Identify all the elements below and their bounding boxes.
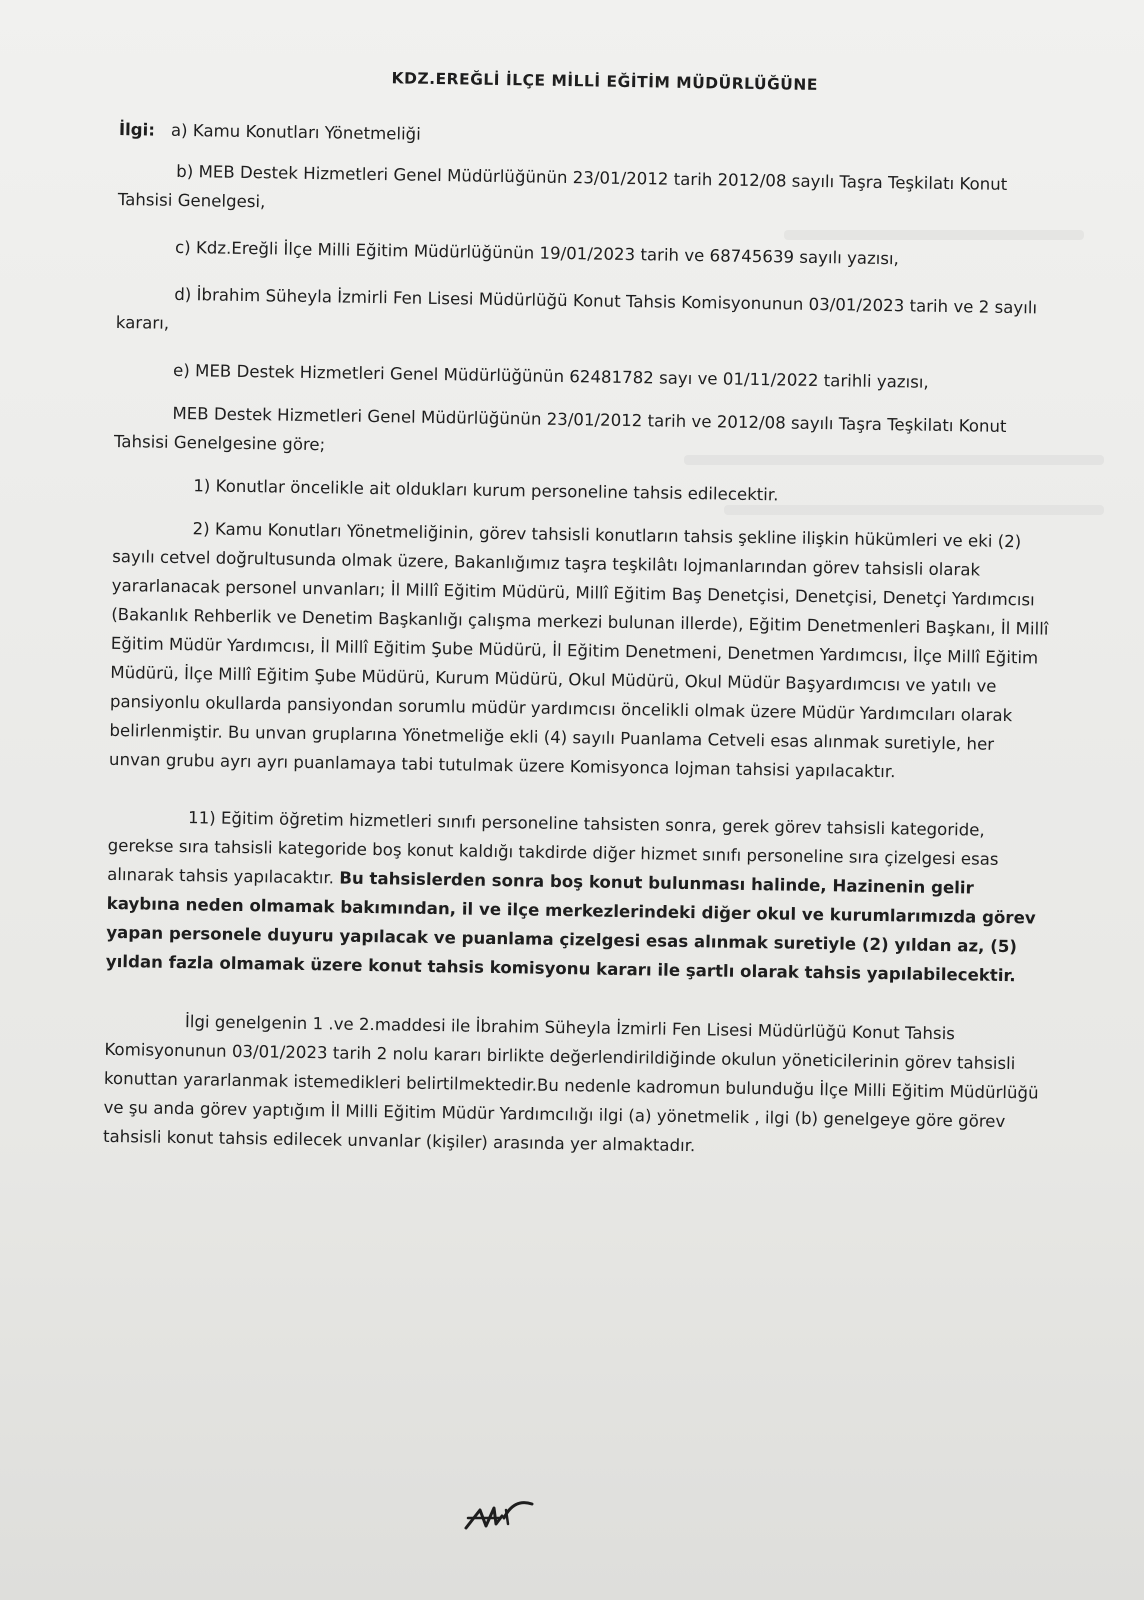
reference-block: [119, 115, 1059, 159]
ilgi-label: İlgi:: [118, 119, 156, 140]
reference-e: e) MEB Destek Hizmetleri Genel Müdürlüğünün 62481782 sayı ve 01/11/2022 tarihli yazısı,: [172, 360, 929, 392]
reference-a: a) Kamu Konutları Yönetmeliği: [170, 120, 421, 144]
reference-c: c) Kdz.Ereğli İlçe Milli Eğitim Müdürlüğünün 19/01/2023 tarih ve 68745639 sayılı yazısı,: [174, 237, 900, 269]
article-1: 1) Konutlar öncelikle ait oldukları kurum personeline tahsis edilecektir.: [193, 476, 779, 505]
article-11-bold-text: Bu tahsislerden sonra boş konut bulunması halinde, Hazinenin gelir kaybına neden olmamak bakımından, il ve ilçe merkezlerindeki diğer okul ve kurumlarımızda görev yapan personele duyuru yapılacak ve puanlama çizelgesi esas alınmak suretiyle (2) yıldan az, (5) yıldan fazla olmamak üzere konut tahsis komisyonu kararı ile şartlı olarak tahsis yapılabilecektir.: [105, 868, 1036, 986]
signature-mark: [462, 1488, 542, 1538]
closing-paragraph: İlgi genelgenin 1 .ve 2.maddesi ile İbrahim Süheyla İzmirli Fen Lisesi Müdürlüğü Konut Tahsis Komisyonunun 03/01/2023 tarih 2 nolu kararı birlikte değerlendirildiğinde okulun yöneticilerinin görev tahsisli konuttan yararlanmak istemedikleri belirtilmektedir.Bu nedenle kadromun bulunduğu İlçe Milli Eğitim Müdürlüğü ve şu anda görev yaptığım İl Milli Eğitim Müdür Yardımcılığı ilgi (a) yönetmelik , ilgi (b) genelgeye göre görev tahsisli konut tahsis edilecek unvanlar (kişiler) arasında yer almaktadır.: [102, 1012, 1039, 1156]
article-11: [106, 802, 1049, 991]
reference-b: b) MEB Destek Hizmetleri Genel Müdürlüğünün 23/01/2012 tarih 2012/08 sayılı Taşra Teşkilatı Konut Tahsisi Genelgesi,: [117, 161, 1008, 212]
intro-paragraph: MEB Destek Hizmetleri Genel Müdürlüğünün 23/01/2012 tarih ve 2012/08 sayılı Taşra Teşkilatı Konut Tahsisi Genelgesine göre;: [113, 403, 1007, 455]
letter-title: KDZ.EREĞLİ İLÇE MİLLİ EĞİTİM MÜDÜRLÜĞÜNE: [391, 69, 819, 94]
reference-d: d) İbrahim Süheyla İzmirli Fen Lisesi Müdürlüğü Konut Tahsis Komisyonunun 03/01/2023 tarih ve 2 sayılı kararı,: [115, 284, 1038, 333]
article-2: 2) Kamu Konutları Yönetmeliğinin, görev tahsisli konutların tahsis şekline ilişkin hükümleri ve eki (2) sayılı cetvel doğrultusunda olmak üzere, Bakanlığımız taşra teşkilâtı lojmanlarından görev tahsisli olarak yararlanacak personel unvanları; İl Millî Eğitim Müdürü, Millî Eğitim Baş Denetçisi, Denetçisi, Denetçi Yardımcısı (Bakanlık Rehberlik ve Denetim Başkanlığı çalışma merkezi bulunan illerde), Eğitim Denetmenleri Başkanı, İl Millî Eğitim Müdür Yardımcısı, İl Millî Eğitim Şube Müdürü, İl Eğitim Denetmeni, Denetmen Yardımcısı, İlçe Millî Eğitim Müdürü, İlçe Millî Eğitim Şube Müdürü, Kurum Müdürü, Okul Müdürü, Okul Müdür Başyardımcısı ve yatılı ve pansiyonlu okullarda pansiyondan sorumlu müdür yardımcısı öncelikli olmak üzere Müdür Yardımcıları olarak belirlenmiştir. Bu unvan gruplarına Yönetmeliğe ekli (4) sayılı Puanlama Cetveli esas alınmak suretiyle, her unvan grubu ayrı ayrı puanlamaya tabi tutulmak üzere Komisyonca lojman tahsisi yapılacaktır.: [108, 519, 1049, 782]
letter-body: [103, 60, 1060, 1180]
article-11-text: 11) Eğitim öğretim hizmetleri sınıfı personeline tahsisten sonra, gerek görev tahsisli kategoride, gerekse sıra tahsisli kategoride boş konut kaldığı takdirde diğer hizmet sınıfı personeline sıra çizelgesi esas alınarak tahsis yapılacaktır.: [107, 808, 999, 888]
